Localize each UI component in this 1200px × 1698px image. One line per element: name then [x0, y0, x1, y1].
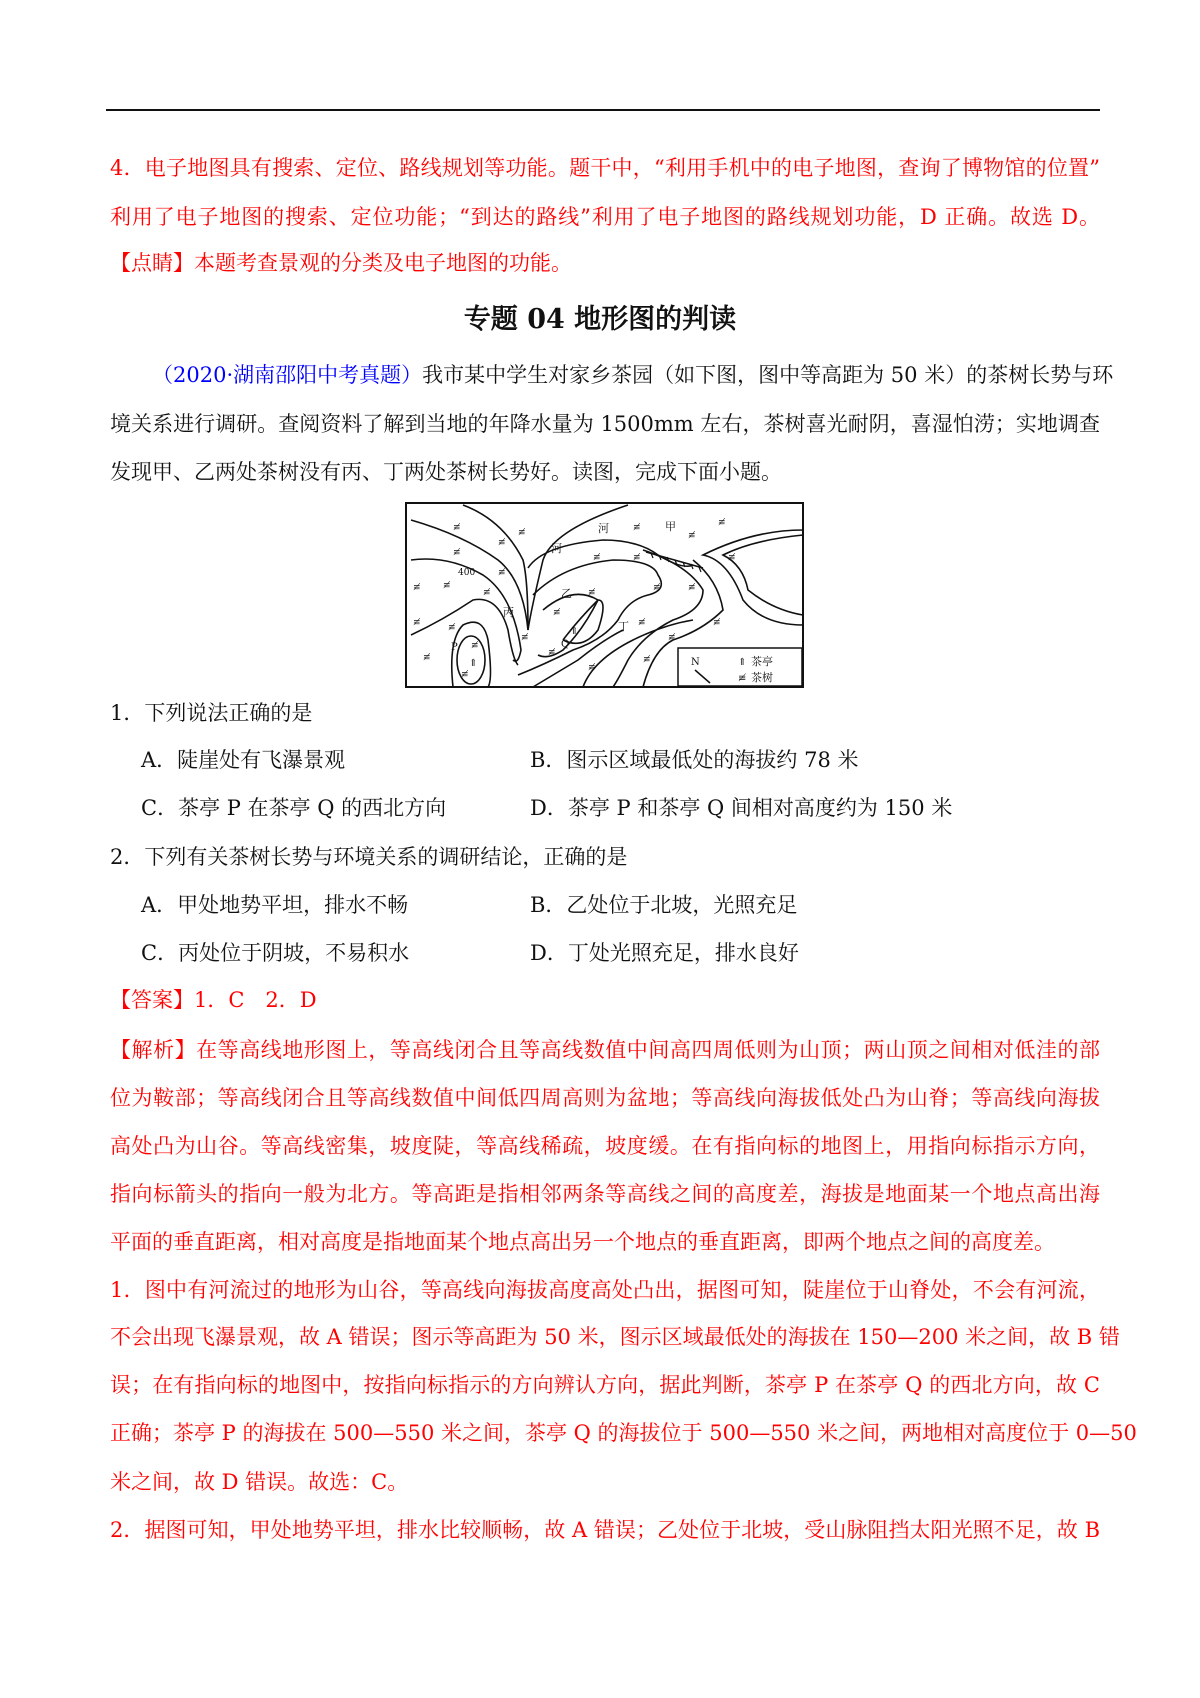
svg-text:≢: ≢: [498, 538, 506, 548]
pavilion-legend-icon: ⇑: [738, 657, 747, 668]
section-title: 专题 04 地形图的判读: [463, 304, 737, 335]
q1-option-d: D．茶亭 P 和茶亭 Q 间相对高度约为 150 米: [530, 796, 953, 820]
prev-comment: 【点睛】本题考查景观的分类及电子地图的功能。: [110, 251, 572, 275]
pavilion-p-icon: ⇑: [469, 658, 478, 669]
svg-text:≢: ≢: [593, 553, 601, 563]
svg-text:≢: ≢: [498, 568, 506, 578]
question-2-stem: 2．下列有关茶树长势与环境关系的调研结论，正确的是: [110, 845, 628, 869]
analysis-line: 位为鞍部；等高线闭合且等高线数值中间低四周高则为盆地；等高线向海拔低处凸为山脊；等高线向海拔: [110, 1086, 1100, 1110]
analysis-line: 指向标箭头的指向一般为北方。等高距是指相邻两条等高线之间的高度差，海拔是地面某一个地点高出海: [110, 1182, 1100, 1206]
analysis-line: 米之间，故 D 错误。故选：C。: [110, 1470, 409, 1494]
stem-line-1: [152, 360, 1114, 390]
svg-text:≢: ≢: [588, 663, 596, 673]
label-ding: 丁: [618, 620, 629, 633]
svg-text:≢: ≢: [413, 583, 421, 593]
svg-text:≢: ≢: [643, 655, 651, 665]
svg-text:≢: ≢: [638, 618, 646, 628]
analysis-line: 平面的垂直距离，相对高度是指地面某个地点高出另一个地点的垂直距离，即两个地点之间的高度差。: [110, 1230, 1055, 1254]
svg-text:≢: ≢: [423, 653, 431, 663]
header-rule: [106, 109, 1100, 111]
svg-text:≢: ≢: [413, 618, 421, 628]
label-jia: 甲: [665, 520, 676, 533]
svg-text:≢: ≢: [553, 608, 561, 618]
legend-tea-tree: 茶树: [751, 671, 773, 684]
analysis-line: 【解析】在等高线地形图上，等高线闭合且等高线数值中间高四周低则为山顶；两山顶之间相对低洼的部: [110, 1038, 1100, 1062]
analysis-line: 高处凸为山谷。等高线密集，坡度陡，等高线稀疏，坡度缓。在有指向标的地图上，用指向标指示方向，: [110, 1134, 1100, 1158]
legend-pavilion: 茶亭: [751, 655, 773, 668]
analysis-line: 不会出现飞瀑景观，故 A 错误；图示等高距为 50 米，图示区域最低处的海拔在 150—200 米之间，故 B 错: [110, 1325, 1120, 1349]
svg-text:≢: ≢: [453, 523, 461, 533]
analysis-line: 1．图中有河流过的地形为山谷，等高线向海拔高度高处凸出，据图可知，陡崖位于山脊处，不会有河流，: [110, 1278, 1100, 1302]
svg-text:≢: ≢: [461, 670, 469, 680]
svg-text:≢: ≢: [653, 583, 661, 593]
svg-text:≢: ≢: [633, 553, 641, 563]
q1-option-a: A．陡崖处有飞瀑景观: [141, 748, 346, 772]
stem-line-3: 发现甲、乙两处茶树没有丙、丁两处茶树长势好。读图，完成下面小题。: [110, 460, 782, 484]
stem-text-1: 我市某中学生对家乡茶园（如下图，图中等高距为 50 米）的茶树长势与环: [422, 363, 1114, 387]
answer-line: 【答案】1．C 2．D: [110, 988, 317, 1012]
q2-option-d: D．丁处光照充足，排水良好: [530, 941, 799, 965]
label-p: P: [451, 642, 458, 653]
svg-text:≢: ≢: [483, 588, 491, 598]
label-yi: 乙: [561, 587, 572, 600]
label-bing: 丙: [503, 606, 514, 619]
tea-tree-legend-icon: ≢: [738, 673, 747, 684]
svg-text:≢: ≢: [588, 588, 596, 598]
q1-option-c: C．茶亭 P 在茶亭 Q 的西北方向: [141, 796, 447, 820]
svg-text:≢: ≢: [448, 623, 456, 633]
legend: [678, 648, 802, 686]
q2-option-c: C．丙处位于阴坡，不易积水: [141, 941, 410, 965]
q2-option-b: B．乙处位于北坡，光照充足: [530, 893, 798, 917]
q1-option-b: B．图示区域最低处的海拔约 78 米: [530, 748, 859, 772]
svg-text:≢: ≢: [668, 633, 676, 643]
prev-answer-line-2: 利用了电子地图的搜索、定位功能；“到达的路线”利用了电子地图的路线规划功能，D 正确。故选 D。: [110, 205, 1100, 229]
pavilion-q-icon: ⇑: [570, 626, 579, 637]
svg-text:≢: ≢: [633, 523, 641, 533]
label-q: Q: [561, 639, 570, 650]
question-source: （2020·湖南邵阳中考真题）: [152, 363, 423, 387]
svg-text:≢: ≢: [688, 583, 696, 593]
svg-text:≢: ≢: [443, 581, 451, 591]
prev-answer-line-1: 4．电子地图具有搜索、定位、路线规划等功能。题干中，“利用手机中的电子地图，查询了博物馆的位置”: [110, 156, 1100, 180]
label-river-2: 河: [551, 542, 562, 555]
svg-text:≢: ≢: [718, 518, 726, 528]
analysis-line: 误；在有指向标的地图中，按指向标指示的方向辨认方向，据此判断，茶亭 P 在茶亭 Q 的西北方向，故 C: [110, 1373, 1100, 1397]
stem-line-2: 境关系进行调研。查阅资料了解到当地的年降水量为 1500mm 左右，茶树喜光耐阴，喜湿怕涝；实地调查: [110, 412, 1100, 436]
svg-text:≢: ≢: [728, 553, 736, 563]
label-river: 河: [598, 522, 609, 535]
svg-text:≢: ≢: [471, 641, 479, 651]
north-label: N: [691, 657, 700, 668]
analysis-line: 正确；茶亭 P 的海拔在 500—550 米之间，茶亭 Q 的海拔位于 500—550 米之间，两地相对高度位于 0—50: [110, 1421, 1137, 1445]
svg-text:≢: ≢: [713, 618, 721, 628]
analysis-line: 2．据图可知，甲处地势平坦，排水比较顺畅，故 A 错误；乙处位于北坡，受山脉阻挡太阳光照不足，故 B: [110, 1518, 1100, 1542]
svg-text:≢: ≢: [521, 633, 529, 643]
svg-text:≢: ≢: [453, 548, 461, 558]
svg-text:≢: ≢: [688, 531, 696, 541]
label-contour-400: 400: [458, 568, 476, 578]
svg-text:≢: ≢: [548, 648, 556, 658]
contour-map: [403, 500, 807, 692]
question-1-stem: 1．下列说法正确的是: [110, 701, 313, 725]
svg-text:≢: ≢: [518, 528, 526, 538]
q2-option-a: A．甲处地势平坦，排水不畅: [141, 893, 409, 917]
